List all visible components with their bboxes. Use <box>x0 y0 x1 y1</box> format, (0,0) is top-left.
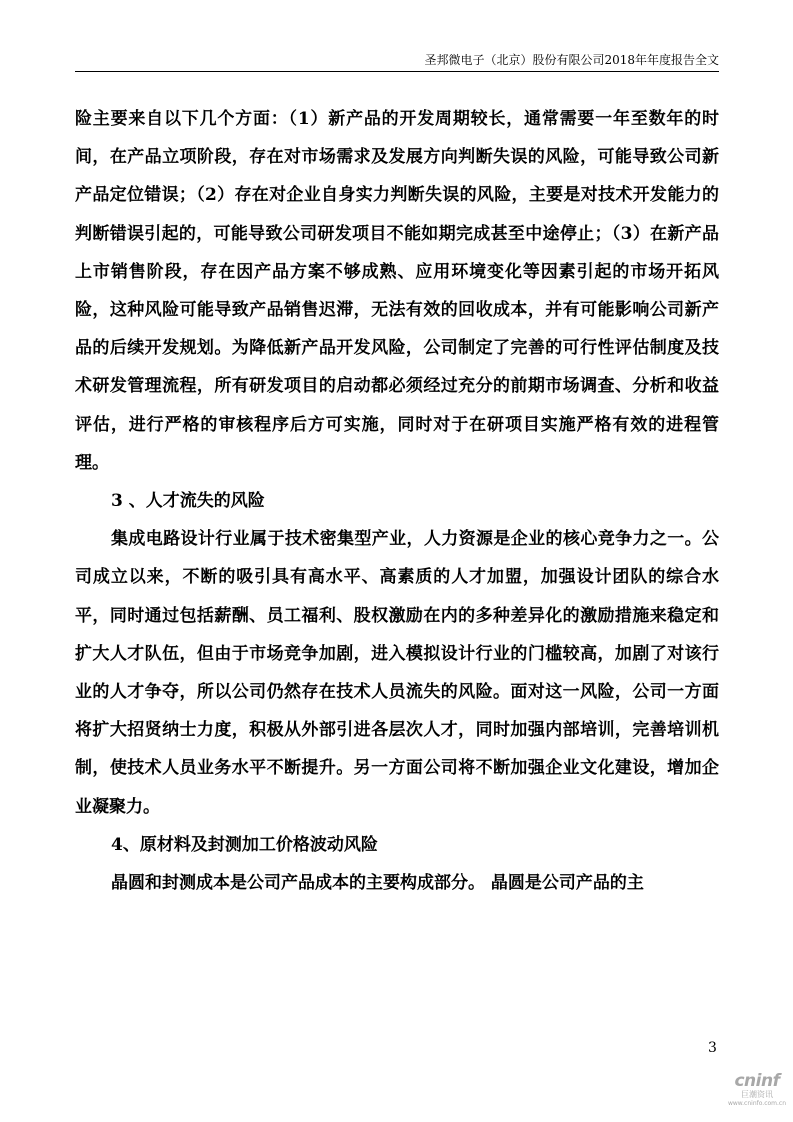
section-heading-talent-loss: 3 、人才流失的风险 <box>111 491 265 512</box>
paragraph-material-price: 晶圆和封测成本是公司产品成本的主要构成部分。 晶圆是公司产品的主 <box>111 873 644 894</box>
cninf-logo <box>722 1072 792 1112</box>
paragraph-new-product-risk: 险主要来自以下几个方面：（1）新产品的开发周期较长，通常需要一年至数年的时间，在产品立项阶段，存在对市场需求及发展方向判断失误的风险，可能导致公司新产品定位错误；（2）存在对企业自身实力判断失误的风险，主要是对技术开发能力的判断错误引起的，可能导致公司研发项目不能如期完成甚至中途停止；（3）在新产品上市销售阶段，存在因产品方案不够成熟、应用环境变化等因素引起的市场开拓风险，这种风险可能导致产品销售迟滞，无法有效的回收成本，并有可能影响公司新产品的后续开发规划。为降低新产品开发风险，公司制定了完善的可行性评估制度及技术研发管理流程，所有研发项目的启动都必须经过充分的前期市场调查、分析和收益评估，进行严格的审核程序后方可实施，同时对于在研项目实施严格有效的进程管理。 <box>75 109 719 473</box>
page-header <box>75 52 719 72</box>
document-body <box>75 100 719 902</box>
section-heading-material-price: 4、原材料及封测加工价格波动风险 <box>111 834 378 855</box>
logo-wordmark: cninf <box>734 1071 780 1091</box>
page-number: 3 <box>708 1040 717 1056</box>
logo-subtitle: 巨潮资讯 <box>741 1090 773 1099</box>
report-title: 圣邦微电子（北京）股份有限公司2018年年度报告全文 <box>424 53 719 67</box>
logo-url: www.cninfo.com.cn <box>727 1100 787 1107</box>
paragraph-talent-loss: 集成电路设计行业属于技术密集型产业，人力资源是企业的核心竞争力之一。公司成立以来，不断的吸引具有高水平、高素质的人才加盟，加强设计团队的综合水平，同时通过包括薪酬、员工福利、股权激励在内的多种差异化的激励措施来稳定和扩大人才队伍，但由于市场竞争加剧，进入模拟设计行业的门槛较高，加剧了对该行业的人才争夺，所以公司仍然存在技术人员流失的风险。面对这一风险，公司一方面将扩大招贤纳士力度，积极从外部引进各层次人才，同时加强内部培训，完善培训机制，使技术人员业务水平不断提升。另一方面公司将不断加强企业文化建设，增加企业凝聚力。 <box>75 529 719 817</box>
